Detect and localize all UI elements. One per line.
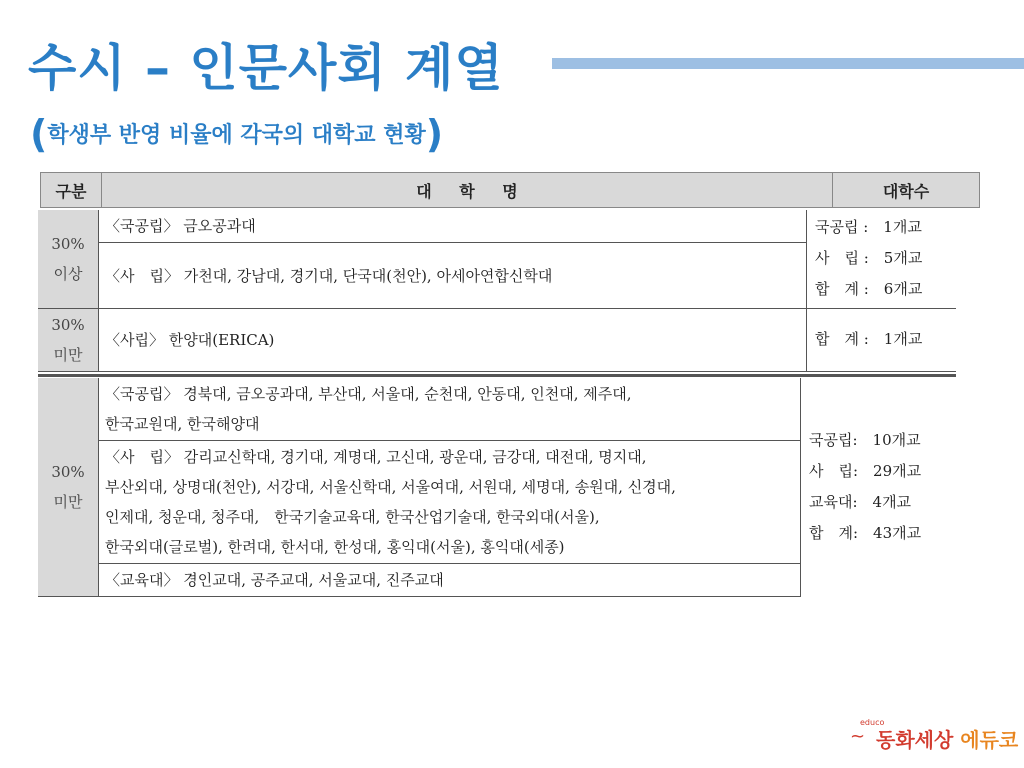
- list-line: 부산외대, 상명대(천안), 서강대, 서울신학대, 서울여대, 서원대, 세명대, 송원대, 신경대,: [105, 478, 676, 496]
- category-percent: 30%: [51, 463, 85, 481]
- header-category: 구분: [41, 173, 102, 208]
- category-percent: 30%: [51, 315, 85, 334]
- count-cell: 합 계 : 1개교: [807, 308, 957, 371]
- count-line: 교육대: 4개교: [809, 493, 912, 512]
- count-line: 사 립: 29개교: [809, 462, 922, 481]
- count-line: 국공립: 10개교: [809, 431, 921, 450]
- section-divider: [38, 374, 956, 377]
- category-cell: [38, 308, 99, 371]
- subtitle-open-paren: (: [30, 112, 48, 156]
- university-list: 〈사립〉 한양대(ERICA): [99, 308, 807, 371]
- header-university-name: 대 학 명: [102, 173, 833, 208]
- subtitle-text: 학생부 반영 비율에 각국의 대학교 현황: [47, 123, 426, 148]
- page-subtitle: [30, 112, 443, 156]
- page-title: 수시 – 인문사회 계열: [28, 39, 504, 97]
- table-block-top: [38, 210, 956, 372]
- university-list: 〈사 립〉 가천대, 강남대, 경기대, 단국대(천안), 아세아연합신학대: [99, 242, 807, 308]
- table-block-bottom: [38, 378, 948, 597]
- list-line: 〈국공립〉 경북대, 금오공과대, 부산대, 서울대, 순천대, 안동대, 인천대, 제주대,: [105, 385, 632, 403]
- count-line: 국공립 : 1개교: [815, 218, 922, 237]
- table-row: [38, 308, 956, 371]
- university-list: [99, 378, 801, 441]
- category-label: 미만: [53, 345, 83, 364]
- logo-name-part1: 동화세상: [876, 728, 954, 752]
- table-row: [38, 378, 948, 441]
- list-line: 〈교육대〉 경인교대, 공주교대, 서울교대, 진주교대: [105, 571, 444, 589]
- count-line: 합 계 : 6개교: [815, 280, 923, 299]
- category-label: 이상: [53, 264, 83, 283]
- lamp-icon: ~: [850, 726, 866, 747]
- university-list: 〈국공립〉 금오공과대: [99, 210, 807, 242]
- count-cell: [801, 378, 949, 597]
- category-percent: 30%: [51, 234, 85, 253]
- university-list: [99, 441, 801, 564]
- title-divider-line: [552, 58, 1024, 69]
- header-university-count: 대학수: [833, 173, 980, 208]
- count-line: 합 계: 43개교: [809, 524, 922, 543]
- category-cell: [38, 210, 99, 308]
- logo-name-part2: 에듀코: [960, 728, 1019, 752]
- list-line: 〈사 립〉 감리교신학대, 경기대, 계명대, 고신대, 광운대, 금강대, 대전대, 명지대,: [105, 448, 647, 466]
- subtitle-close-paren: ): [425, 112, 444, 156]
- count-line: 사 립 : 5개교: [815, 249, 923, 268]
- category-label: 미만: [53, 493, 83, 511]
- count-cell: [807, 210, 957, 308]
- table-row: [38, 210, 956, 242]
- list-line: 한국외대(글로벌), 한려대, 한서대, 한성대, 홍익대(서울), 홍익대(세종): [105, 538, 565, 556]
- list-line: 인제대, 청운대, 청주대, 한국기술교육대, 한국산업기술대, 한국외대(서울),: [105, 508, 600, 526]
- list-line: 한국교원대, 한국해양대: [105, 415, 260, 433]
- brand-logo: [846, 718, 1019, 752]
- university-list: [99, 564, 801, 597]
- logo-name: [876, 724, 1018, 753]
- logo-small-text: educo: [860, 718, 885, 727]
- category-cell: [38, 378, 99, 597]
- table-header: [40, 172, 980, 208]
